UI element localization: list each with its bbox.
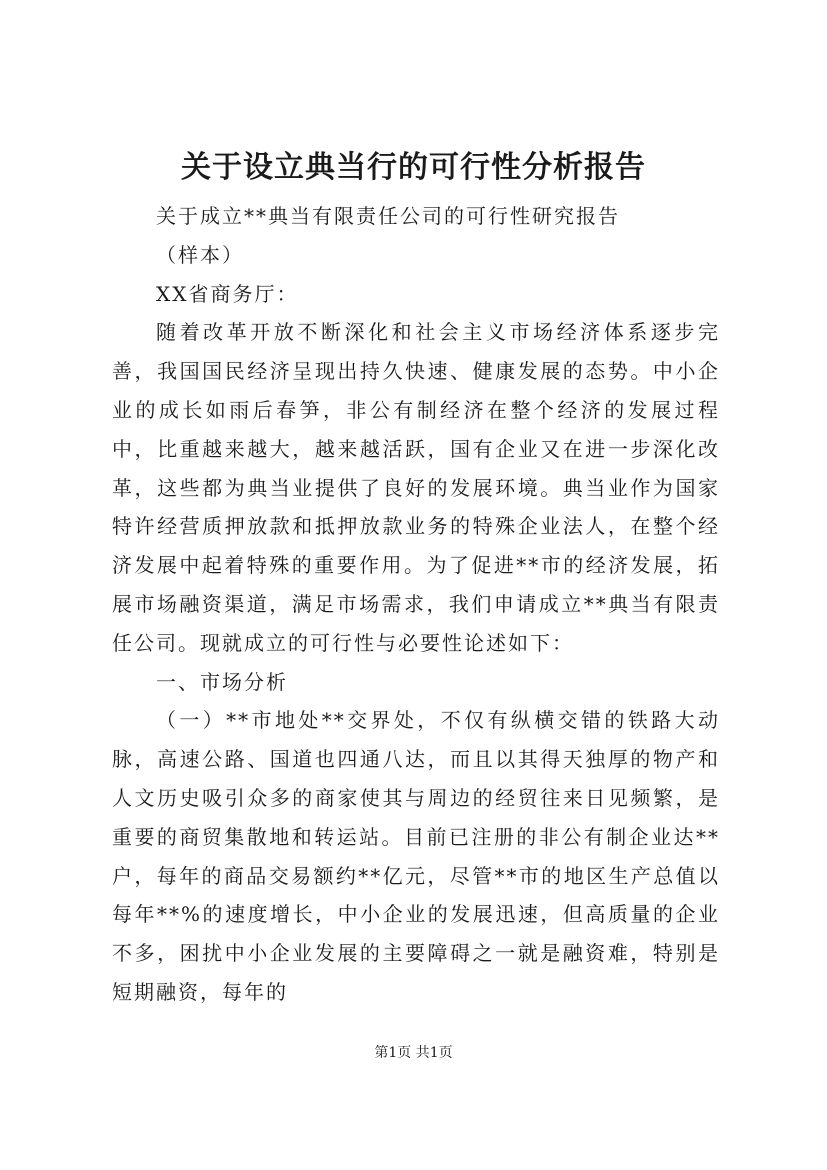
salutation-paragraph: XX省商务厅： — [156, 281, 299, 306]
sample-note-paragraph: （样本） — [156, 242, 244, 267]
section-heading: 一、市场分析 — [156, 669, 288, 694]
document-title: 关于设立典当行的可行性分析报告 — [181, 150, 646, 185]
intro-paragraph: 随着改革开放不断深化和社会主义市场经济体系逐步完善，我国国民经济呈现出持久快速、健康发展的态势。中小企业的成长如雨后春笋，非公有制经济在整个经济的发展过程中，比重越来越大，越来越活跃，国有企业又在进一步深化改革，这些都为典当业提供了良好的发展环境。典当业作为国家特许经营质押放款和抵押放款业务的特殊企业法人，在整个经济发展中起着特殊的重要作用。为了促进**市的经济发展，拓展市场融资渠道，满足市场需求，我们申请成立**典当有限责任公司。现就成立的可行性与必要性论述如下： — [112, 320, 720, 655]
page-number-footer: 第1页 共1页 — [374, 1045, 453, 1061]
market-analysis-paragraph: （一）**市地处**交界处，不仅有纵横交错的铁路大动脉，高速公路、国道也四通八达，而且以其得天独厚的物产和人文历史吸引众多的商家使其与周边的经贸往来日见频繁，是重要的商贸集散地和转运站。目前已注册的非公有制企业达**户，每年的商品交易额约**亿元，尽管**市的地区生产总值以每年**%的速度增长，中小企业的发展迅速，但高质量的企业不多，困扰中小企业发展的主要障碍之一就是融资难，特别是短期融资，每年的 — [112, 708, 720, 1004]
subtitle-paragraph: 关于成立**典当有限责任公司的可行性研究报告 — [156, 204, 620, 228]
document-body — [112, 197, 720, 1012]
